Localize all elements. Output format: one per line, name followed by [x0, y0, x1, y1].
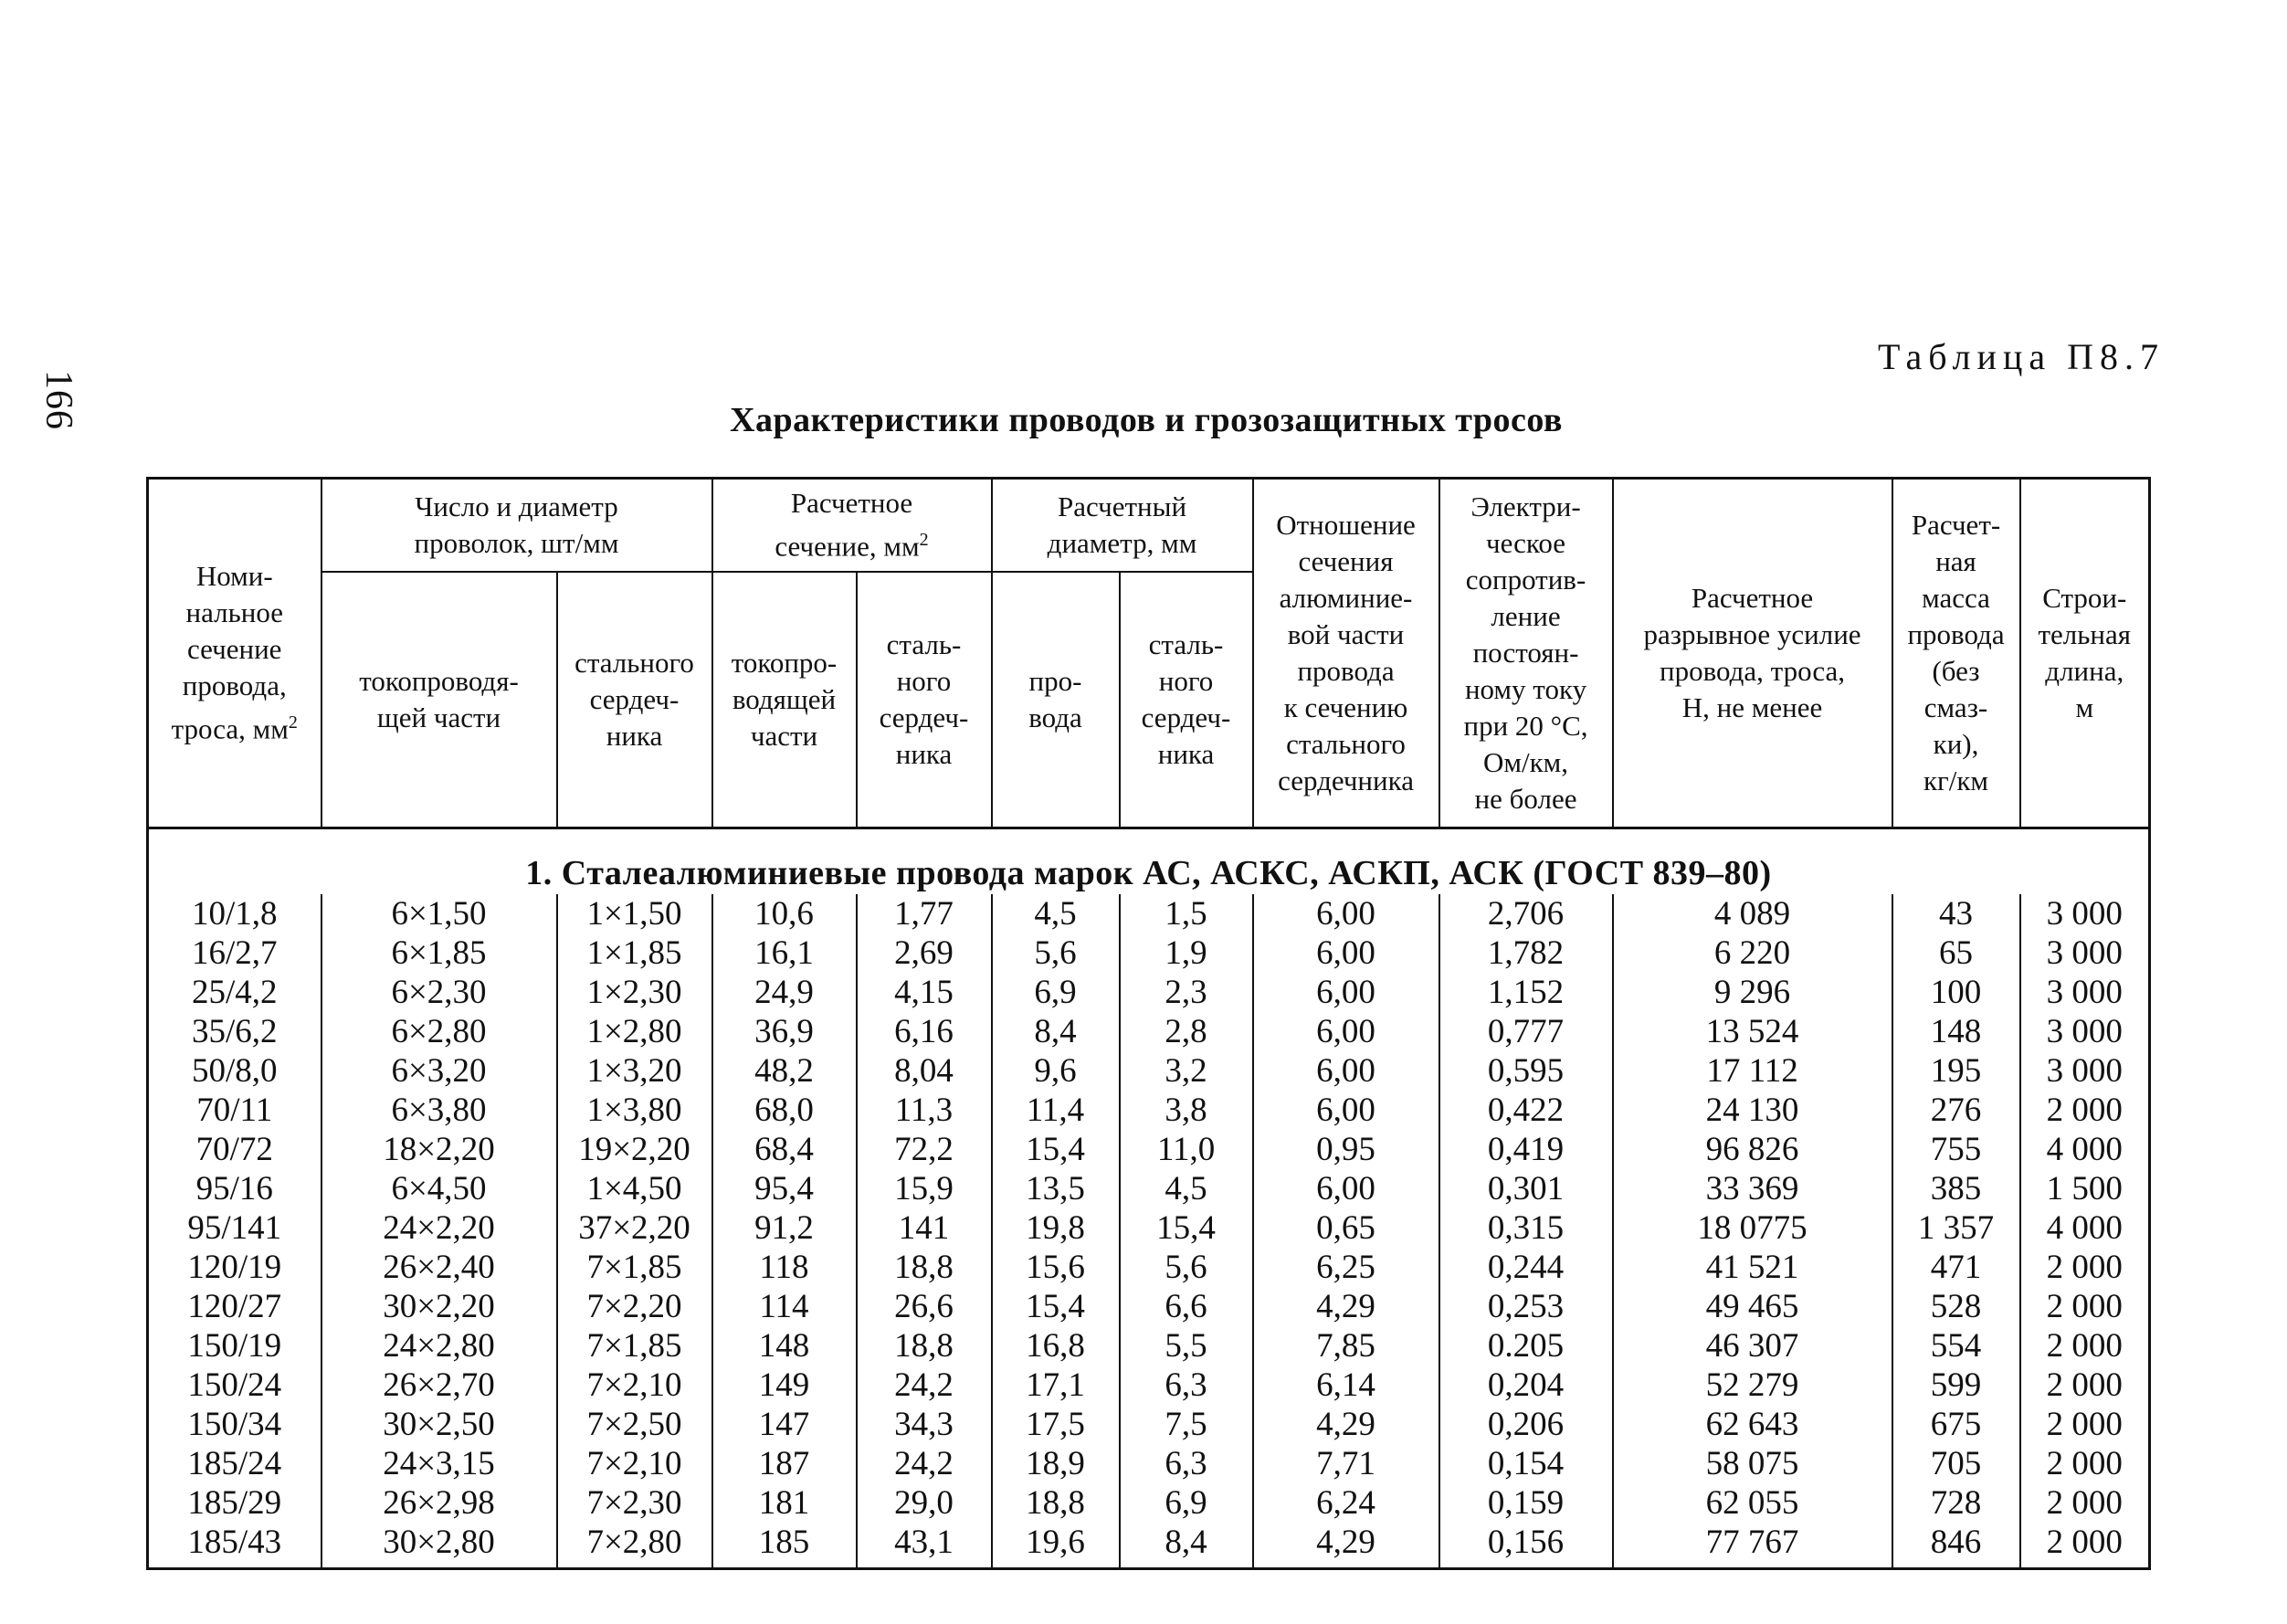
table-cell: 3 000 [2020, 973, 2150, 1012]
table-cell: 24,9 [712, 973, 857, 1012]
table-cell: 24 130 [1613, 1091, 1892, 1130]
table-cell: 41 521 [1613, 1248, 1892, 1287]
table-row [148, 1248, 2150, 1287]
header-length: Строи- тельная длина, м [2020, 479, 2150, 828]
table-cell: 1×3,80 [557, 1091, 712, 1130]
table-cell: 4,29 [1253, 1405, 1439, 1444]
table-row [148, 1444, 2150, 1483]
table-cell: 2 000 [2020, 1366, 2150, 1405]
table-cell: 72,2 [857, 1130, 992, 1169]
table-cell: 185/29 [148, 1483, 321, 1523]
table-cell: 15,9 [857, 1169, 992, 1208]
table-cell: 3,8 [1120, 1091, 1253, 1130]
table-cell: 2 000 [2020, 1483, 2150, 1523]
table-cell: 15,4 [1120, 1208, 1253, 1248]
table-cell: 2 000 [2020, 1444, 2150, 1483]
table-row [148, 1287, 2150, 1326]
table-cell: 2,706 [1439, 894, 1613, 933]
table-title: Характеристики проводов и грозозащитных тросов [730, 401, 1563, 439]
table-cell: 10/1,8 [148, 894, 321, 933]
header-nominal-section: Номи- нальное сечение провода, троса, $мм^2$ [148, 479, 321, 828]
table-cell: 4,15 [857, 973, 992, 1012]
header-section-group: Расчетное сечение, $мм^2$ [712, 479, 992, 573]
table-row [148, 1091, 2150, 1130]
table-cell: 1×4,50 [557, 1169, 712, 1208]
table-cell: 17,5 [992, 1405, 1120, 1444]
table-cell: 0,253 [1439, 1287, 1613, 1326]
table-cell: 120/19 [148, 1248, 321, 1287]
table-cell: 1×2,30 [557, 973, 712, 1012]
table-cell: 181 [712, 1483, 857, 1523]
table-cell: 26×2,40 [321, 1248, 557, 1287]
table-cell: 13 524 [1613, 1012, 1892, 1051]
table-cell: 62 643 [1613, 1405, 1892, 1444]
table-cell: 6×1,50 [321, 894, 557, 933]
table-cell: 96 826 [1613, 1130, 1892, 1169]
table-cell: 147 [712, 1405, 857, 1444]
table-cell: 0,422 [1439, 1091, 1613, 1130]
table-cell: 7×2,20 [557, 1287, 712, 1326]
table-cell: 4,5 [992, 894, 1120, 933]
table-row [148, 1169, 2150, 1208]
table-cell: 2,8 [1120, 1012, 1253, 1051]
table-cell: 7×2,10 [557, 1366, 712, 1405]
table-cell: 2 000 [2020, 1287, 2150, 1326]
table-cell: 58 075 [1613, 1444, 1892, 1483]
table-cell: 46 307 [1613, 1326, 1892, 1366]
table-cell: 35/6,2 [148, 1012, 321, 1051]
table-cell: 3 000 [2020, 894, 2150, 933]
table-cell: 10,6 [712, 894, 857, 933]
table-cell: 6×4,50 [321, 1169, 557, 1208]
table-cell: 25/4,2 [148, 973, 321, 1012]
table-cell: 141 [857, 1208, 992, 1248]
header-ratio: Отношение сечения алюминие- вой части провода к сечению стального сердечника [1253, 479, 1439, 828]
table-cell: 6×2,80 [321, 1012, 557, 1051]
table-cell: 6,16 [857, 1012, 992, 1051]
header-diameter-wire: про- вода [992, 572, 1120, 828]
table-cell: 6,6 [1120, 1287, 1253, 1326]
table-cell: 1,9 [1120, 933, 1253, 973]
table-cell: 37×2,20 [557, 1208, 712, 1248]
table-cell: 19,6 [992, 1523, 1120, 1569]
table-cell: 68,4 [712, 1130, 857, 1169]
table-cell: 150/34 [148, 1405, 321, 1444]
table-cell: 34,3 [857, 1405, 992, 1444]
table-cell: 0,777 [1439, 1012, 1613, 1051]
table-cell: 2 000 [2020, 1091, 2150, 1130]
table-cell: 68,0 [712, 1091, 857, 1130]
table-row [148, 1208, 2150, 1248]
table-cell: 6,9 [992, 973, 1120, 1012]
table-cell: 24,2 [857, 1366, 992, 1405]
table-row [148, 1366, 2150, 1405]
table-cell: 95/16 [148, 1169, 321, 1208]
table-cell: 6,00 [1253, 1091, 1439, 1130]
table-cell: 0,156 [1439, 1523, 1613, 1569]
table-cell: 0,65 [1253, 1208, 1439, 1248]
table-cell: 5,5 [1120, 1326, 1253, 1366]
table-cell: 1 500 [2020, 1169, 2150, 1208]
table-cell: 554 [1892, 1326, 2020, 1366]
table-label: Таблица П8.7 [1878, 336, 2165, 377]
table-cell: 100 [1892, 973, 2020, 1012]
table-cell: 30×2,80 [321, 1523, 557, 1569]
table-cell: 2 000 [2020, 1405, 2150, 1444]
table-cell: 6,25 [1253, 1248, 1439, 1287]
table-cell: 1×2,80 [557, 1012, 712, 1051]
table-cell: 1×1,50 [557, 894, 712, 933]
table-cell: 385 [1892, 1169, 2020, 1208]
specifications-table [146, 477, 2151, 1570]
header-diameter-group: Расчетный диаметр, мм [992, 479, 1253, 573]
table-cell: 6,24 [1253, 1483, 1439, 1523]
table-cell: 150/19 [148, 1326, 321, 1366]
table-row [148, 973, 2150, 1012]
table-row [148, 1326, 2150, 1366]
table-cell: 2 000 [2020, 1248, 2150, 1287]
table-cell: 18,8 [857, 1248, 992, 1287]
table-cell: 3,2 [1120, 1051, 1253, 1091]
table-cell: 15,4 [992, 1287, 1120, 1326]
header-wires-group: Число и диаметр проволок, шт/мм [321, 479, 712, 573]
table-cell: 3 000 [2020, 933, 2150, 973]
table-cell: 846 [1892, 1523, 2020, 1569]
table-cell: 0,595 [1439, 1051, 1613, 1091]
table-row [148, 1130, 2150, 1169]
table-cell: 15,6 [992, 1248, 1120, 1287]
table-cell: 148 [1892, 1012, 2020, 1051]
table-cell: 0,154 [1439, 1444, 1613, 1483]
table-cell: 6,3 [1120, 1366, 1253, 1405]
table-cell: 6,14 [1253, 1366, 1439, 1405]
header-section-conductive: токопро- водящей части [712, 572, 857, 828]
table-cell: 16,1 [712, 933, 857, 973]
table-cell: 17 112 [1613, 1051, 1892, 1091]
table-cell: 2 000 [2020, 1523, 2150, 1569]
table-cell: 16/2,7 [148, 933, 321, 973]
table-row [148, 933, 2150, 973]
table-row [148, 1012, 2150, 1051]
table-cell: 18 0775 [1613, 1208, 1892, 1248]
table-cell: 18,8 [857, 1326, 992, 1366]
table-cell: 30×2,20 [321, 1287, 557, 1326]
table-cell: 7×2,10 [557, 1444, 712, 1483]
table-cell: 7×1,85 [557, 1248, 712, 1287]
table-cell: 187 [712, 1444, 857, 1483]
table-cell: 24×2,80 [321, 1326, 557, 1366]
table-cell: 24×2,20 [321, 1208, 557, 1248]
table-cell: 30×2,50 [321, 1405, 557, 1444]
table-cell: 16,8 [992, 1326, 1120, 1366]
table-cell: 6,00 [1253, 1051, 1439, 1091]
table-cell: 11,3 [857, 1091, 992, 1130]
table-cell: 3 000 [2020, 1051, 2150, 1091]
table-cell: 5,6 [992, 933, 1120, 973]
header-mass: Расчет- ная масса провода (без смаз- ки), кг/км [1892, 479, 2020, 828]
table-cell: 48,2 [712, 1051, 857, 1091]
table-cell: 65 [1892, 933, 2020, 973]
table-cell: 185/43 [148, 1523, 321, 1569]
table-row [148, 1405, 2150, 1444]
table-cell: 18×2,20 [321, 1130, 557, 1169]
table-row [148, 894, 2150, 933]
table-cell: 1 357 [1892, 1208, 2020, 1248]
table-cell: 728 [1892, 1483, 2020, 1523]
table-cell: 8,04 [857, 1051, 992, 1091]
table-cell: 49 465 [1613, 1287, 1892, 1326]
table-cell: 120/27 [148, 1287, 321, 1326]
section-title: 1. Сталеалюминиевые провода марок АС, АСКС, АСКП, АСК (ГОСТ 839–80) [148, 828, 2150, 895]
table-cell: 149 [712, 1366, 857, 1405]
table-cell: 95/141 [148, 1208, 321, 1248]
table-cell: 0,301 [1439, 1169, 1613, 1208]
table-cell: 26,6 [857, 1287, 992, 1326]
table-row [148, 1483, 2150, 1523]
table-cell: 185/24 [148, 1444, 321, 1483]
table-cell: 1,5 [1120, 894, 1253, 933]
table-cell: 24,2 [857, 1444, 992, 1483]
table-cell: 0,315 [1439, 1208, 1613, 1248]
table-cell: 11,4 [992, 1091, 1120, 1130]
table-cell: 6,00 [1253, 973, 1439, 1012]
header-breaking-force: Расчетное разрывное усилие провода, троса, Н, не менее [1613, 479, 1892, 828]
table-cell: 7,85 [1253, 1326, 1439, 1366]
header-section-steel: сталь- ного сердеч- ника [857, 572, 992, 828]
table-cell: 8,4 [992, 1012, 1120, 1051]
table-cell: 7,71 [1253, 1444, 1439, 1483]
table-cell: 18,9 [992, 1444, 1120, 1483]
table-cell: 24×3,15 [321, 1444, 557, 1483]
table-cell: 6,3 [1120, 1444, 1253, 1483]
table-cell: 276 [1892, 1091, 2020, 1130]
table-row [148, 1523, 2150, 1569]
table-cell: 13,5 [992, 1169, 1120, 1208]
table-cell: 185 [712, 1523, 857, 1569]
table-cell: 70/72 [148, 1130, 321, 1169]
table-cell: 7×2,80 [557, 1523, 712, 1569]
header-wires-conductive: токопроводя- щей части [321, 572, 557, 828]
table-cell: 4,5 [1120, 1169, 1253, 1208]
table-cell: 1,782 [1439, 933, 1613, 973]
table-cell: 1,152 [1439, 973, 1613, 1012]
table-cell: 1,77 [857, 894, 992, 933]
table-cell: 6,00 [1253, 894, 1439, 933]
table-cell: 15,4 [992, 1130, 1120, 1169]
table-cell: 7×1,85 [557, 1326, 712, 1366]
table-cell: 195 [1892, 1051, 2020, 1091]
table-cell: 2,3 [1120, 973, 1253, 1012]
table-cell: 7×2,30 [557, 1483, 712, 1523]
table-cell: 4,29 [1253, 1287, 1439, 1326]
table-cell: 43 [1892, 894, 2020, 933]
table-cell: 6,00 [1253, 933, 1439, 973]
table-cell: 62 055 [1613, 1483, 1892, 1523]
table-cell: 2 000 [2020, 1326, 2150, 1366]
table-cell: 19×2,20 [557, 1130, 712, 1169]
table-cell: 70/11 [148, 1091, 321, 1130]
table-cell: 755 [1892, 1130, 2020, 1169]
table-cell: 17,1 [992, 1366, 1120, 1405]
table-cell: 0,244 [1439, 1248, 1613, 1287]
table-cell: 43,1 [857, 1523, 992, 1569]
table-cell: 6×2,30 [321, 973, 557, 1012]
table-body [148, 894, 2150, 1569]
table-cell: 6,00 [1253, 1012, 1439, 1051]
table-cell: 19,8 [992, 1208, 1120, 1248]
table-cell: 0,159 [1439, 1483, 1613, 1523]
table-cell: 6,9 [1120, 1483, 1253, 1523]
table-cell: 8,4 [1120, 1523, 1253, 1569]
table-cell: 0,204 [1439, 1366, 1613, 1405]
table-cell: 675 [1892, 1405, 2020, 1444]
table-cell: 5,6 [1120, 1248, 1253, 1287]
table-cell: 1×1,85 [557, 933, 712, 973]
table-cell: 6 220 [1613, 933, 1892, 973]
table-cell: 3 000 [2020, 1012, 2150, 1051]
table-cell: 0,419 [1439, 1130, 1613, 1169]
table-cell: 6×1,85 [321, 933, 557, 973]
table-cell: 148 [712, 1326, 857, 1366]
table-cell: 7×2,50 [557, 1405, 712, 1444]
table-cell: 9 296 [1613, 973, 1892, 1012]
header-resistance: Электри- ческое сопротив- ление постоян- ному току при 20 °С, Ом/км, не более [1439, 479, 1613, 828]
table-cell: 4 000 [2020, 1208, 2150, 1248]
table-cell: 114 [712, 1287, 857, 1326]
table-cell: 4,29 [1253, 1523, 1439, 1569]
table-cell: 11,0 [1120, 1130, 1253, 1169]
table-cell: 0,206 [1439, 1405, 1613, 1444]
table-cell: 36,9 [712, 1012, 857, 1051]
table-cell: 6×3,20 [321, 1051, 557, 1091]
table-cell: 6×3,80 [321, 1091, 557, 1130]
table-cell: 1×3,20 [557, 1051, 712, 1091]
table-cell: 26×2,70 [321, 1366, 557, 1405]
table-cell: 95,4 [712, 1169, 857, 1208]
table-cell: 4 089 [1613, 894, 1892, 933]
table-cell: 91,2 [712, 1208, 857, 1248]
table-cell: 471 [1892, 1248, 2020, 1287]
table-cell: 705 [1892, 1444, 2020, 1483]
table-cell: 0,95 [1253, 1130, 1439, 1169]
table-cell: 118 [712, 1248, 857, 1287]
header-diameter-steel: сталь- ного сердеч- ника [1120, 572, 1253, 828]
table-row [148, 1051, 2150, 1091]
table-cell: 50/8,0 [148, 1051, 321, 1091]
table-cell: 4 000 [2020, 1130, 2150, 1169]
table-cell: 26×2,98 [321, 1483, 557, 1523]
table-cell: 7,5 [1120, 1405, 1253, 1444]
table-cell: 33 369 [1613, 1169, 1892, 1208]
table-cell: 77 767 [1613, 1523, 1892, 1569]
table-cell: 0.205 [1439, 1326, 1613, 1366]
table-cell: 9,6 [992, 1051, 1120, 1091]
table-cell: 528 [1892, 1287, 2020, 1326]
table-cell: 6,00 [1253, 1169, 1439, 1208]
table-cell: 29,0 [857, 1483, 992, 1523]
page-number: 166 [37, 370, 79, 430]
header-wires-steel: стального сердеч- ника [557, 572, 712, 828]
table-cell: 2,69 [857, 933, 992, 973]
table-cell: 52 279 [1613, 1366, 1892, 1405]
table-cell: 150/24 [148, 1366, 321, 1405]
table-cell: 18,8 [992, 1483, 1120, 1523]
table-cell: 599 [1892, 1366, 2020, 1405]
